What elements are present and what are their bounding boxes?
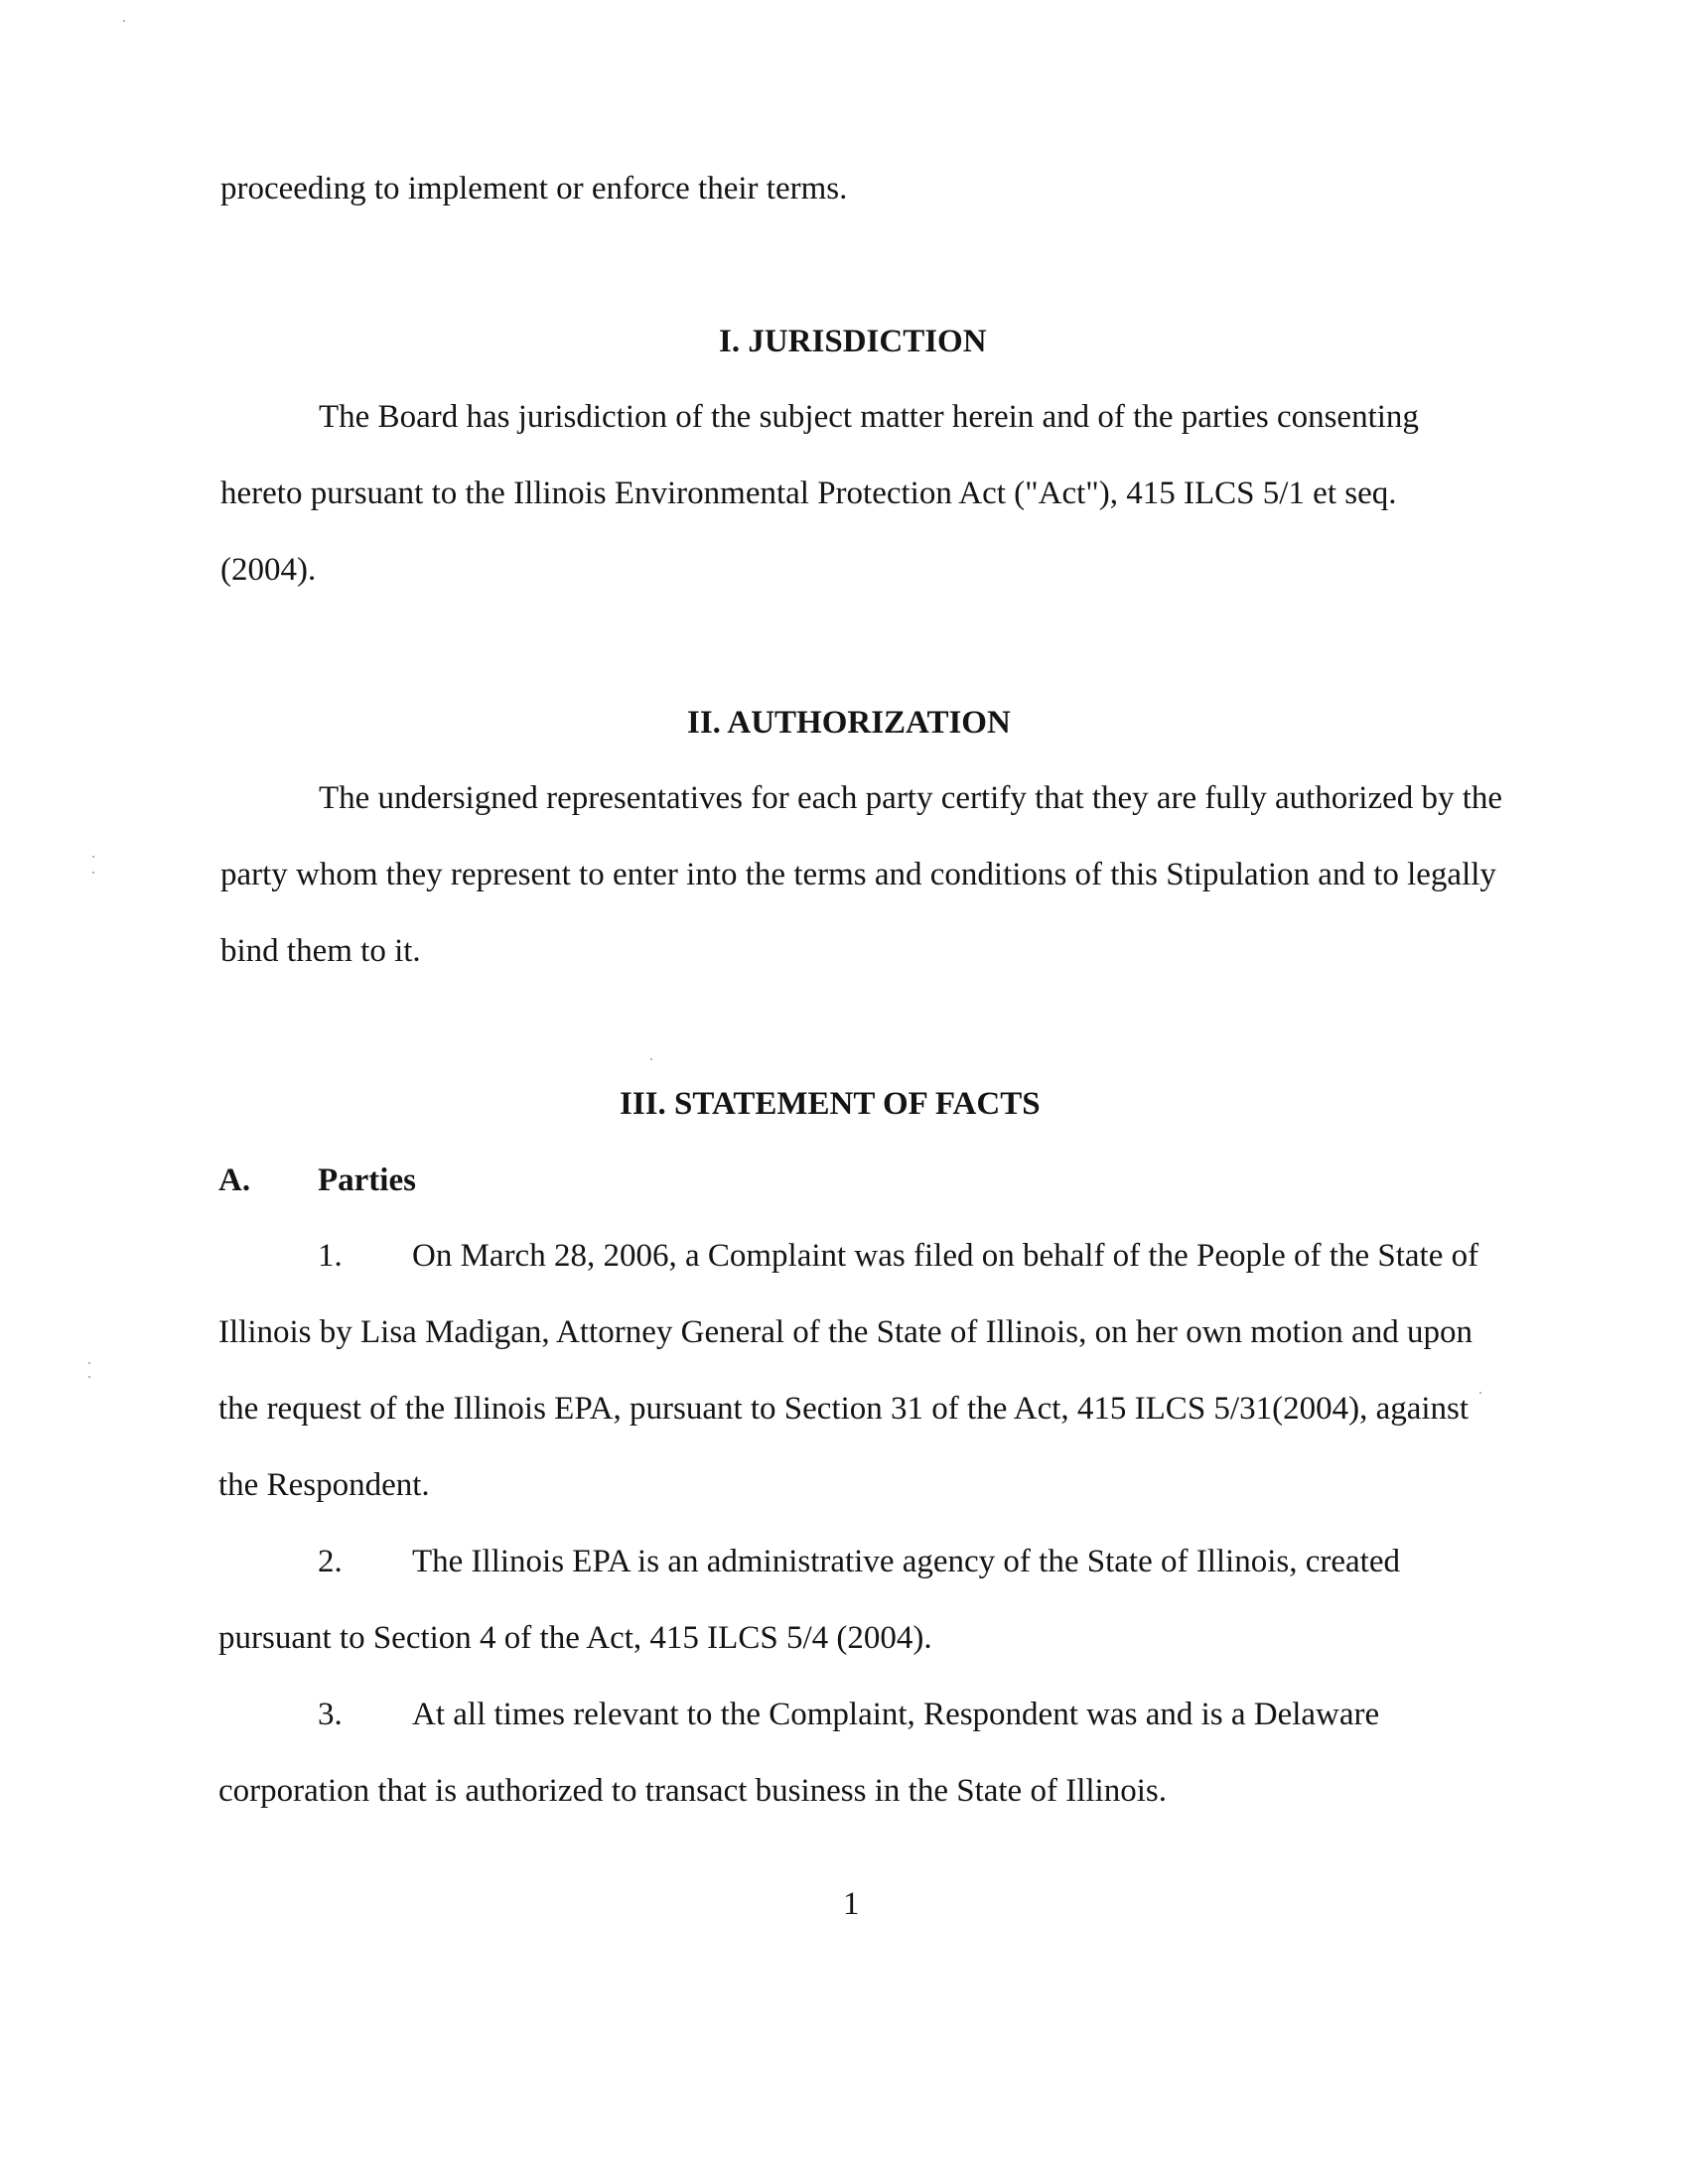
paragraph-line: Illinois by Lisa Madigan, Attorney General of the State of Illinois, on her own motion and upon xyxy=(218,1314,1473,1350)
paragraph-line: the Respondent. xyxy=(218,1467,430,1503)
scan-speck xyxy=(1479,1392,1481,1394)
jurisdiction-line: (2004). xyxy=(220,552,317,588)
scan-speck xyxy=(88,1376,90,1378)
page-number: 1 xyxy=(843,1886,860,1922)
scan-speck xyxy=(92,872,94,874)
authorization-line: The undersigned representatives for each party certify that they are fully authorized by the xyxy=(319,780,1503,816)
paragraph-first-line: The Illinois EPA is an administrative agency of the State of Illinois, created xyxy=(412,1544,1400,1579)
paragraph-line: pursuant to Section 4 of the Act, 415 ILCS 5/4 (2004). xyxy=(218,1620,932,1656)
paragraph-number: 3. xyxy=(318,1697,343,1732)
subheading-title: Parties xyxy=(318,1162,416,1198)
paragraph-number: 2. xyxy=(318,1544,343,1579)
scan-speck xyxy=(650,1058,652,1060)
jurisdiction-heading: I. JURISDICTION xyxy=(719,324,987,359)
scan-speck xyxy=(123,20,125,22)
facts-heading: III. STATEMENT OF FACTS xyxy=(620,1086,1041,1122)
subheading-letter: A. xyxy=(218,1162,251,1198)
paragraph-number: 1. xyxy=(318,1238,343,1274)
authorization-line: bind them to it. xyxy=(220,933,421,969)
paragraph-first-line: At all times relevant to the Complaint, Respondent was and is a Delaware xyxy=(412,1697,1380,1732)
scan-speck xyxy=(92,856,94,858)
scan-speck xyxy=(88,1362,90,1364)
authorization-heading: II. AUTHORIZATION xyxy=(687,705,1011,741)
paragraph-line: corporation that is authorized to transact business in the State of Illinois. xyxy=(218,1773,1167,1809)
jurisdiction-line: hereto pursuant to the Illinois Environmental Protection Act ("Act"), 415 ILCS 5/1 et seq. xyxy=(220,476,1397,511)
authorization-line: party whom they represent to enter into the terms and conditions of this Stipulation and to legally xyxy=(220,857,1496,892)
paragraph-line: the request of the Illinois EPA, pursuant to Section 31 of the Act, 415 ILCS 5/31(2004), against xyxy=(218,1391,1470,1427)
jurisdiction-line: The Board has jurisdiction of the subject matter herein and of the parties consenting xyxy=(319,399,1419,435)
paragraph-first-line: On March 28, 2006, a Complaint was filed on behalf of the People of the State of xyxy=(412,1238,1479,1274)
carryover-text: proceeding to implement or enforce their terms. xyxy=(220,171,848,206)
